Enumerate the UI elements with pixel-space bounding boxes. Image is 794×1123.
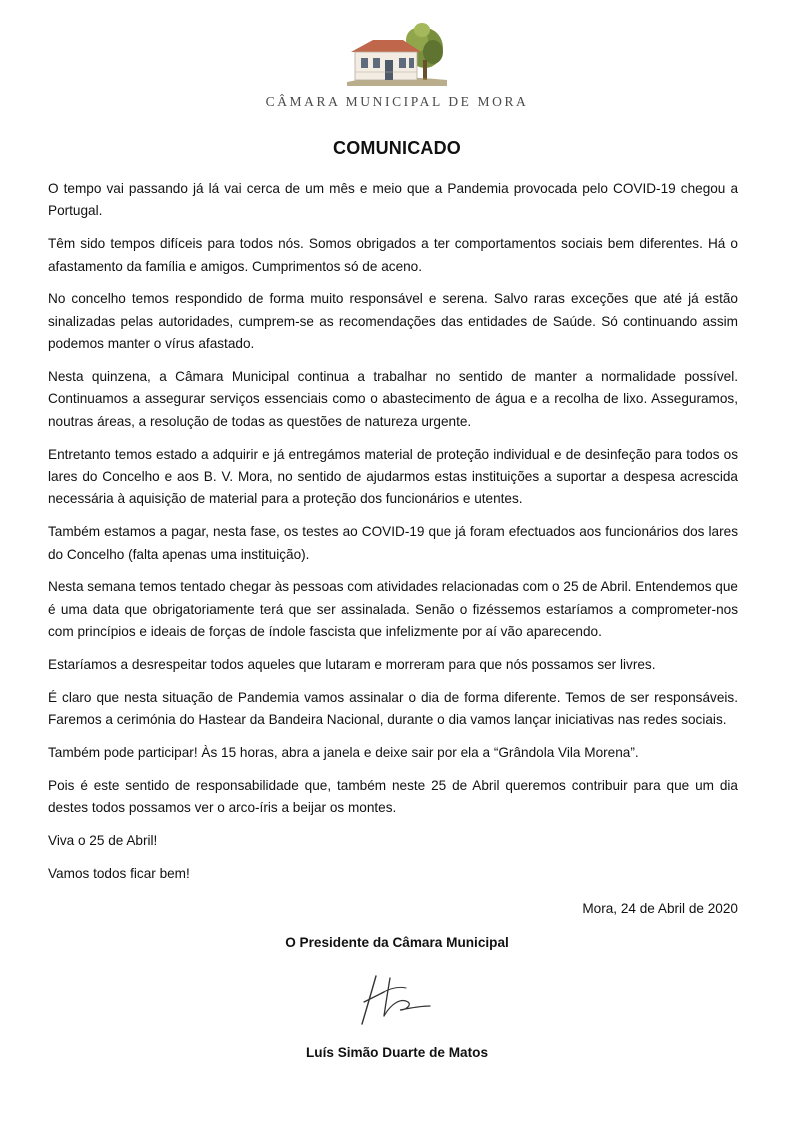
paragraph: O tempo vai passando já lá vai cerca de um mês e meio que a Pandemia provocada pelo COVID-19 chegou a Portugal. [48, 181, 738, 219]
document-title: COMUNICADO [333, 138, 461, 158]
signatory-role: O Presidente da Câmara Municipal [285, 935, 509, 950]
paragraph: No concelho temos respondido de forma muito responsável e serena. Salvo raras exceções que até já estão sinalizadas pelas autoridades, cumprem-se as recomendações das entidades de Saúde. Só continuando assim podemos manter o vírus afastado. [48, 291, 738, 352]
paragraph: Estaríamos a desrespeitar todos aqueles que lutaram e morreram para que nós possamos ser livres. [48, 657, 656, 673]
paragraph: Têm sido tempos difíceis para todos nós. Somos obrigados a ter comportamentos sociais bem diferentes. Há o afastamento da família e amigos. Cumprimentos só de aceno. [48, 236, 738, 274]
town-hall-with-tree-icon [345, 22, 449, 88]
letterhead [0, 22, 794, 110]
paragraph: Viva o 25 de Abril! [48, 833, 158, 849]
paragraph: Vamos todos ficar bem! [48, 865, 190, 881]
paragraph: Nesta quinzena, a Câmara Municipal continua a trabalhar no sentido de manter a normalidade possível. Continuamos a assegurar serviços essenciais como o abastecimento de água e a recolha de lixo. Asseguramos, noutras áreas, a resolução de todas as questões de natureza urgente. [48, 369, 738, 429]
paragraph: Também pode participar! Às 15 horas, abra a janela e deixe sair por ela a “Grândola Vila Morena”. [48, 745, 639, 761]
paragraph: É claro que nesta situação de Pandemia vamos assinalar o dia de forma diferente. Temos de ser responsáveis. Faremos a cerimónia do Hastear da Bandeira Nacional, durante o dia vamos lançar iniciativas nas redes sociais. [48, 689, 738, 728]
paragraph: Também estamos a pagar, nesta fase, os testes ao COVID-19 que já foram efectuados aos funcionários dos lares do Concelho (falta apenas uma instituição). [48, 524, 738, 562]
place-date: Mora, 24 de Abril de 2020 [582, 901, 738, 916]
paragraph: Nesta semana temos tentado chegar às pessoas com atividades relacionadas com o 25 de Abril. Entendemos que é uma data que obrigatoriamente terá que ser assinalada. Senão o fizéssemos estaríamos a comprometer-nos com princípios e ideais de forças de índole fascista que infelizmente por aí vão aparecendo. [48, 579, 738, 640]
handwritten-signature [350, 972, 434, 1028]
document-body [48, 178, 738, 896]
organization-name: CÂMARA MUNICIPAL DE MORA [265, 94, 529, 109]
paragraph: Pois é este sentido de responsabilidade que, também neste 25 de Abril queremos contribuir para que um dia destes todos possamos ver o arco-íris a beijar os montes. [48, 777, 738, 816]
signatory-name: Luís Simão Duarte de Matos [305, 1045, 489, 1060]
paragraph: Entretanto temos estado a adquirir e já entregámos material de proteção individual e de desinfeção para todos os lares do Concelho e aos B. V. Mora, no sentido de ajudarmos estas instituições a suportar a despesa acrescida necessária à aquisição de material para a proteção dos funcionários e utentes. [48, 446, 738, 507]
